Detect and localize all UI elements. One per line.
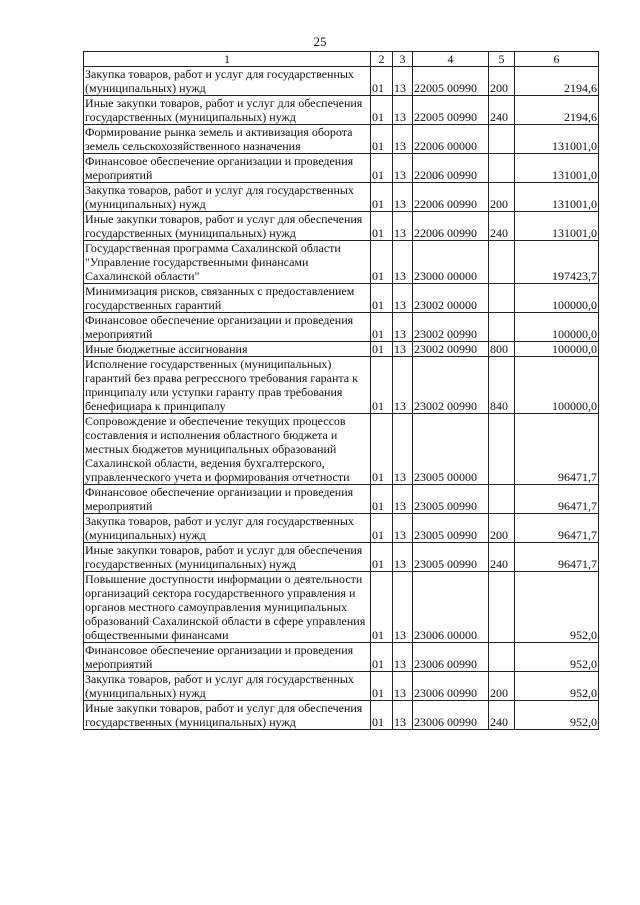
- row-subsection-code: 13: [393, 284, 413, 313]
- row-name: Иные закупки товаров, работ и услуг для обеспечения государственных (муниципальных) нужд: [84, 543, 371, 572]
- table-body: [84, 52, 599, 730]
- row-expense-type: [489, 284, 515, 313]
- row-expense-type: [489, 154, 515, 183]
- row-section-code: 01: [371, 414, 393, 485]
- table-row: [84, 67, 599, 96]
- row-amount: 96471,7: [515, 485, 599, 514]
- row-amount: 100000,0: [515, 313, 599, 342]
- row-subsection-code: 13: [393, 514, 413, 543]
- row-target-article: 23006 00990: [413, 672, 489, 701]
- row-target-article: 22006 00990: [413, 183, 489, 212]
- row-section-code: 01: [371, 643, 393, 672]
- row-expense-type: [489, 414, 515, 485]
- table-row: [84, 543, 599, 572]
- row-name: Закупка товаров, работ и услуг для государственных (муниципальных) нужд: [84, 183, 371, 212]
- row-amount: 100000,0: [515, 342, 599, 357]
- row-expense-type: 200: [489, 67, 515, 96]
- row-target-article: 23000 00000: [413, 241, 489, 284]
- row-target-article: 22005 00990: [413, 67, 489, 96]
- row-name: Повышение доступности информации о деятельности организаций сектора государственного управления и органов местного самоуправления муниципальных образований Сахалинской области в сфере управления общественными финансами: [84, 572, 371, 643]
- row-amount: 131001,0: [515, 125, 599, 154]
- table-row: [84, 313, 599, 342]
- row-section-code: 01: [371, 241, 393, 284]
- row-expense-type: 200: [489, 514, 515, 543]
- row-target-article: 23002 00000: [413, 284, 489, 313]
- row-expense-type: [489, 125, 515, 154]
- row-amount: 100000,0: [515, 357, 599, 414]
- row-name: Иные бюджетные ассигнования: [84, 342, 371, 357]
- row-section-code: 01: [371, 357, 393, 414]
- row-target-article: 23005 00990: [413, 543, 489, 572]
- row-subsection-code: 13: [393, 572, 413, 643]
- row-subsection-code: 13: [393, 212, 413, 241]
- row-name: Исполнение государственных (муниципальных) гарантий без права регрессного требования гаранта к принципалу или уступки гаранту прав требования бенефициара к принципалу: [84, 357, 371, 414]
- row-name: Финансовое обеспечение организации и проведения мероприятий: [84, 643, 371, 672]
- column-header: 2: [371, 52, 393, 67]
- row-expense-type: 240: [489, 701, 515, 730]
- table-row: [84, 672, 599, 701]
- table-row: [84, 342, 599, 357]
- row-amount: 952,0: [515, 572, 599, 643]
- row-amount: 96471,7: [515, 514, 599, 543]
- row-name: Государственная программа Сахалинской области "Управление государственными финансами Сахалинской области": [84, 241, 371, 284]
- row-target-article: 23002 00990: [413, 313, 489, 342]
- row-section-code: 01: [371, 572, 393, 643]
- row-subsection-code: 13: [393, 313, 413, 342]
- table-row: [84, 96, 599, 125]
- row-target-article: 22006 00990: [413, 212, 489, 241]
- row-target-article: 23002 00990: [413, 357, 489, 414]
- row-amount: 96471,7: [515, 414, 599, 485]
- row-section-code: 01: [371, 125, 393, 154]
- table-row: [84, 241, 599, 284]
- row-section-code: 01: [371, 701, 393, 730]
- row-amount: 131001,0: [515, 154, 599, 183]
- row-target-article: 23005 00990: [413, 485, 489, 514]
- row-section-code: 01: [371, 313, 393, 342]
- row-expense-type: 240: [489, 543, 515, 572]
- row-amount: 952,0: [515, 672, 599, 701]
- row-target-article: 22005 00990: [413, 96, 489, 125]
- row-expense-type: 200: [489, 183, 515, 212]
- row-section-code: 01: [371, 96, 393, 125]
- row-subsection-code: 13: [393, 241, 413, 284]
- row-target-article: 23006 00000: [413, 572, 489, 643]
- row-amount: 131001,0: [515, 212, 599, 241]
- row-name: Финансовое обеспечение организации и проведения мероприятий: [84, 313, 371, 342]
- row-subsection-code: 13: [393, 183, 413, 212]
- row-name: Сопровождение и обеспечение текущих процессов составления и исполнения областного бюджета и местных бюджетов муниципальных образований Сахалинской области, ведения бухгалтерского, управленческого учета и формирования отчетности: [84, 414, 371, 485]
- row-section-code: 01: [371, 183, 393, 212]
- row-section-code: 01: [371, 485, 393, 514]
- row-expense-type: 840: [489, 357, 515, 414]
- row-subsection-code: 13: [393, 485, 413, 514]
- row-target-article: 22006 00990: [413, 154, 489, 183]
- row-section-code: 01: [371, 543, 393, 572]
- row-expense-type: [489, 313, 515, 342]
- row-subsection-code: 13: [393, 543, 413, 572]
- row-section-code: 01: [371, 154, 393, 183]
- page-number: 25: [313, 34, 327, 49]
- header-row: [84, 52, 599, 67]
- row-amount: 952,0: [515, 643, 599, 672]
- row-expense-type: 240: [489, 96, 515, 125]
- column-header: 1: [84, 52, 371, 67]
- table-row: [84, 485, 599, 514]
- table-row: [84, 125, 599, 154]
- table-row: [84, 183, 599, 212]
- row-expense-type: 200: [489, 672, 515, 701]
- row-subsection-code: 13: [393, 414, 413, 485]
- row-section-code: 01: [371, 284, 393, 313]
- row-target-article: 23005 00000: [413, 414, 489, 485]
- column-header: 4: [413, 52, 489, 67]
- row-name: Финансовое обеспечение организации и проведения мероприятий: [84, 154, 371, 183]
- row-section-code: 01: [371, 212, 393, 241]
- row-name: Иные закупки товаров, работ и услуг для обеспечения государственных (муниципальных) нужд: [84, 701, 371, 730]
- row-expense-type: 800: [489, 342, 515, 357]
- table-row: [84, 514, 599, 543]
- row-expense-type: [489, 241, 515, 284]
- column-header: 5: [489, 52, 515, 67]
- table-row: [84, 357, 599, 414]
- row-target-article: 23006 00990: [413, 643, 489, 672]
- row-expense-type: [489, 643, 515, 672]
- row-amount: 96471,7: [515, 543, 599, 572]
- row-subsection-code: 13: [393, 67, 413, 96]
- row-section-code: 01: [371, 67, 393, 96]
- row-name: Минимизация рисков, связанных с предоставлением государственных гарантий: [84, 284, 371, 313]
- budget-table: [83, 51, 599, 730]
- row-amount: 131001,0: [515, 183, 599, 212]
- row-amount: 952,0: [515, 701, 599, 730]
- row-amount: 100000,0: [515, 284, 599, 313]
- row-subsection-code: 13: [393, 96, 413, 125]
- row-target-article: 23002 00990: [413, 342, 489, 357]
- table-row: [84, 212, 599, 241]
- table-row: [84, 284, 599, 313]
- row-section-code: 01: [371, 342, 393, 357]
- column-header: 3: [393, 52, 413, 67]
- row-name: Иные закупки товаров, работ и услуг для обеспечения государственных (муниципальных) нужд: [84, 96, 371, 125]
- table-row: [84, 701, 599, 730]
- row-subsection-code: 13: [393, 672, 413, 701]
- row-target-article: 23006 00990: [413, 701, 489, 730]
- row-subsection-code: 13: [393, 154, 413, 183]
- table-row: [84, 572, 599, 643]
- row-amount: 197423,7: [515, 241, 599, 284]
- row-expense-type: 240: [489, 212, 515, 241]
- row-amount: 2194,6: [515, 67, 599, 96]
- row-subsection-code: 13: [393, 342, 413, 357]
- row-name: Закупка товаров, работ и услуг для государственных (муниципальных) нужд: [84, 672, 371, 701]
- row-section-code: 01: [371, 514, 393, 543]
- table-row: [84, 414, 599, 485]
- row-name: Закупка товаров, работ и услуг для государственных (муниципальных) нужд: [84, 514, 371, 543]
- row-section-code: 01: [371, 672, 393, 701]
- row-subsection-code: 13: [393, 125, 413, 154]
- row-name: Иные закупки товаров, работ и услуг для обеспечения государственных (муниципальных) нужд: [84, 212, 371, 241]
- column-header: 6: [515, 52, 599, 67]
- table-row: [84, 154, 599, 183]
- row-target-article: 23005 00990: [413, 514, 489, 543]
- table-row: [84, 643, 599, 672]
- row-target-article: 22006 00000: [413, 125, 489, 154]
- row-subsection-code: 13: [393, 643, 413, 672]
- row-amount: 2194,6: [515, 96, 599, 125]
- row-name: Закупка товаров, работ и услуг для государственных (муниципальных) нужд: [84, 67, 371, 96]
- row-subsection-code: 13: [393, 357, 413, 414]
- row-name: Формирование рынка земель и активизация оборота земель сельскохозяйственного назначения: [84, 125, 371, 154]
- row-name: Финансовое обеспечение организации и проведения мероприятий: [84, 485, 371, 514]
- row-subsection-code: 13: [393, 701, 413, 730]
- row-expense-type: [489, 572, 515, 643]
- row-expense-type: [489, 485, 515, 514]
